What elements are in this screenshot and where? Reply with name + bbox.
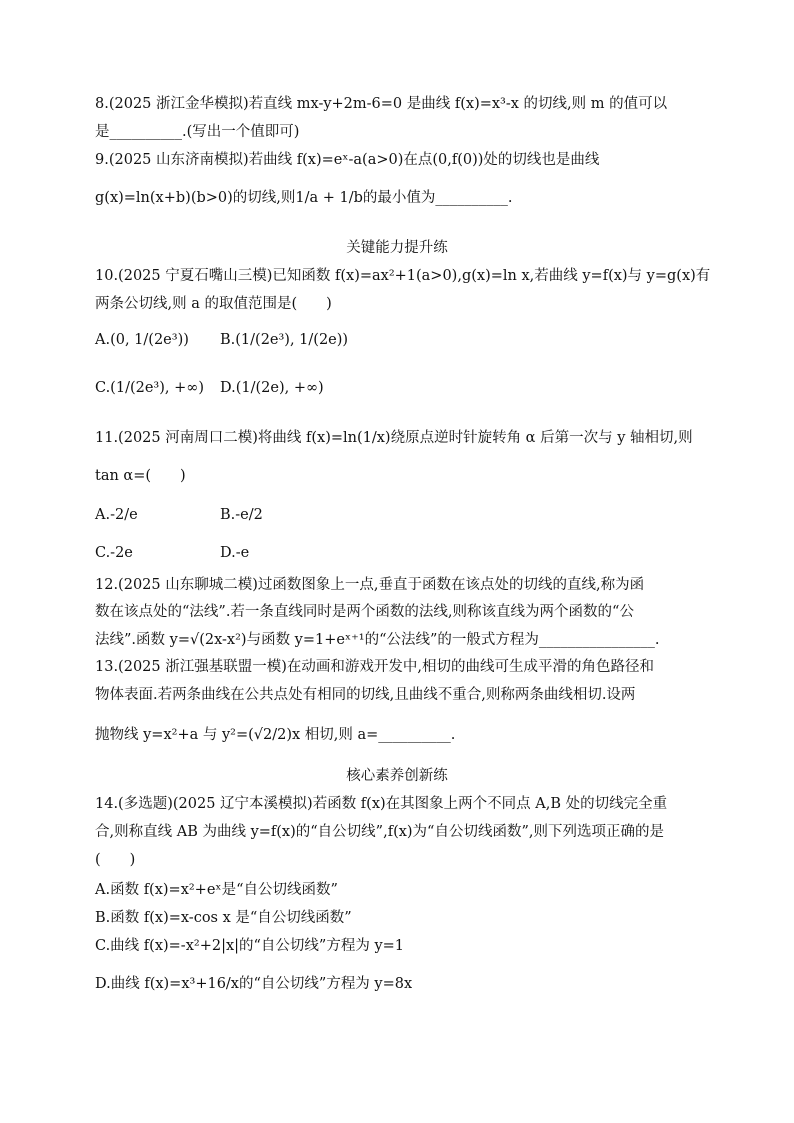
question-11-option-b: B.-e/2 (220, 507, 263, 523)
section-heading-core-literacy: 核心素养创新练 (346, 768, 448, 784)
question-11-option-c: C.-2e (95, 545, 133, 561)
question-9-line-1: 9.(2025 山东济南模拟)若曲线 f(x)=eˣ-a(a>0)在点(0,f(0))处的切线也是曲线 (95, 152, 600, 168)
question-10-line-1: 10.(2025 宁夏石嘴山三模)已知函数 f(x)=ax²+1(a>0),g(x)=ln x,若曲线 y=f(x)与 y=g(x)有 (95, 268, 711, 284)
question-10-option-b: B.(1/(2e³), 1/(2e)) (220, 332, 349, 348)
question-10-option-c: C.(1/(2e³), +∞) (95, 380, 204, 396)
section-heading-key-ability: 关键能力提升练 (346, 240, 448, 256)
question-11-option-d: D.-e (220, 545, 250, 561)
question-13-line-2: 物体表面.若两条曲线在公共点处有相同的切线,且曲线不重合,则称两条曲线相切.设两 (95, 687, 636, 703)
question-13-line-3: 抛物线 y=x²+a 与 y²=(√2/2)x 相切,则 a=__________. (95, 727, 456, 743)
question-12-line-3: 法线”.函数 y=√(2x-x²)与函数 y=1+eˣ⁺¹的“公法线”的一般式方程为________________. (95, 632, 660, 648)
question-14-option-c: C.曲线 f(x)=-x²+2|x|的“自公切线”方程为 y=1 (95, 938, 405, 954)
question-14-line-3: ( ) (95, 852, 136, 868)
question-14-line-1: 14.(多选题)(2025 辽宁本溪模拟)若函数 f(x)在其图象上两个不同点 A,B 处的切线完全重 (95, 796, 668, 812)
question-14-line-2: 合,则称直线 AB 为曲线 y=f(x)的“自公切线”,f(x)为“自公切线函数”,则下列选项正确的是 (95, 824, 664, 840)
question-9-line-2: g(x)=ln(x+b)(b>0)的切线,则1/a + 1/b的最小值为__________. (95, 190, 513, 206)
question-11-line-1: 11.(2025 河南周口二模)将曲线 f(x)=ln(1/x)绕原点逆时针旋转角 α 后第一次与 y 轴相切,则 (95, 430, 693, 446)
question-8-line-1: 8.(2025 浙江金华模拟)若直线 mx-y+2m-6=0 是曲线 f(x)=x³-x 的切线,则 m 的值可以 (95, 96, 668, 112)
question-10-option-d: D.(1/(2e), +∞) (220, 380, 324, 396)
question-12-line-1: 12.(2025 山东聊城二模)过函数图象上一点,垂直于函数在该点处的切线的直线,称为函 (95, 577, 645, 593)
question-11-option-a: A.-2/e (95, 507, 138, 523)
question-8-line-2: 是__________.(写出一个值即可) (95, 124, 300, 140)
question-14-option-a: A.函数 f(x)=x²+eˣ是“自公切线函数” (95, 882, 338, 898)
question-13-line-1: 13.(2025 浙江强基联盟一模)在动画和游戏开发中,相切的曲线可生成平滑的角色路径和 (95, 659, 654, 675)
question-14-option-d: D.曲线 f(x)=x³+16/x的“自公切线”方程为 y=8x (95, 976, 413, 992)
question-11-line-2: tan α=( ) (95, 468, 186, 484)
question-14-option-b: B.函数 f(x)=x-cos x 是“自公切线函数” (95, 910, 352, 926)
question-10-line-2: 两条公切线,则 a 的取值范围是( ) (95, 296, 332, 312)
question-10-option-a: A.(0, 1/(2e³)) (95, 332, 189, 348)
question-12-line-2: 数在该点处的“法线”.若一条直线同时是两个函数的法线,则称该直线为两个函数的“公 (95, 604, 634, 620)
